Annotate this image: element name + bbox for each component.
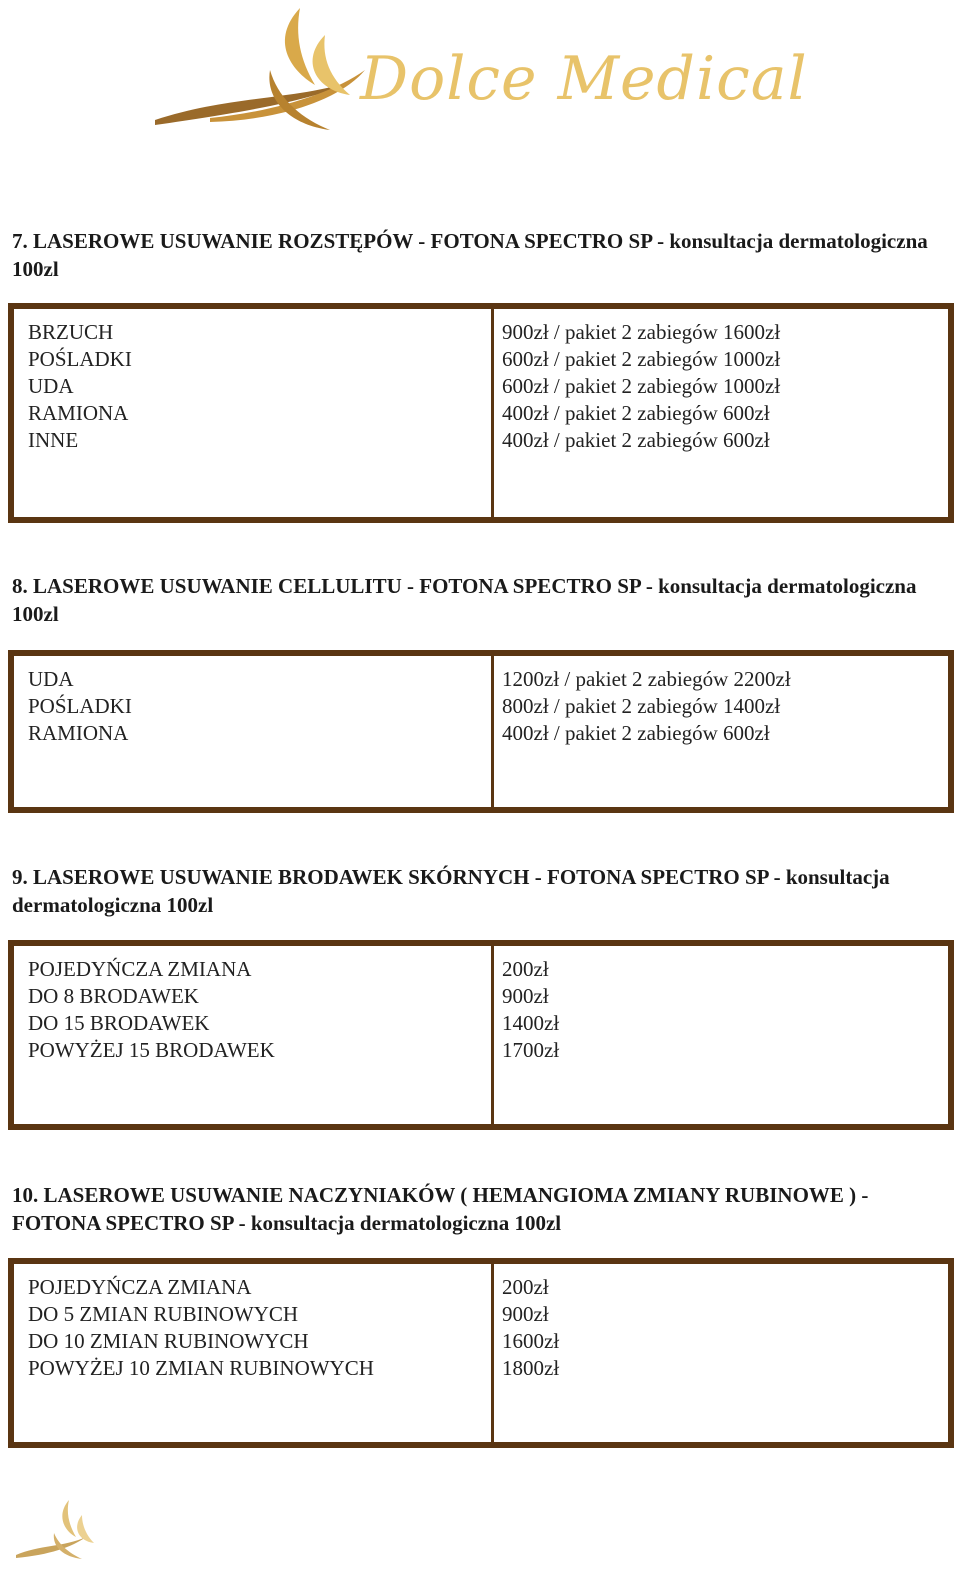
area-item: POWYŻEJ 10 ZMIAN RUBINOWYCH xyxy=(28,1356,374,1380)
section-title: 9. LASEROWE USUWANIE BRODAWEK SKÓRNYCH - FOTONA SPECTRO SP - konsultacja dermatologiczna 100zl xyxy=(12,865,890,917)
price-item: 1200zł / pakiet 2 zabiegów 2200zł xyxy=(502,667,791,691)
area-item: INNE xyxy=(28,428,79,452)
price-column xyxy=(494,946,948,1124)
price-item: 200zł xyxy=(502,957,549,981)
price-table xyxy=(8,940,954,1130)
section-title: 10. LASEROWE USUWANIE NACZYNIAKÓW ( HEMANGIOMA ZMIANY RUBINOWE ) - FOTONA SPECTRO SP - konsultacja dermatologiczna 100zl xyxy=(12,1183,869,1235)
area-item: POWYŻEJ 15 BRODAWEK xyxy=(28,1038,275,1062)
footer-logo xyxy=(14,1495,114,1565)
price-item: 400zł / pakiet 2 zabiegów 600zł xyxy=(502,721,770,745)
area-column xyxy=(14,1264,494,1442)
area-column xyxy=(14,946,494,1124)
price-item: 1700zł xyxy=(502,1038,560,1062)
price-item: 900zł xyxy=(502,1302,549,1326)
area-item: RAMIONA xyxy=(28,401,129,425)
brand-logo xyxy=(150,0,808,150)
price-item: 600zł / pakiet 2 zabiegów 1000zł xyxy=(502,347,781,371)
area-item: DO 15 BRODAWEK xyxy=(28,1011,210,1035)
area-item: DO 5 ZMIAN RUBINOWYCH xyxy=(28,1302,299,1326)
area-item: UDA xyxy=(28,667,74,691)
area-item: POŚLADKI xyxy=(28,347,132,371)
price-table xyxy=(8,650,954,813)
price-item: 800zł / pakiet 2 zabiegów 1400zł xyxy=(502,694,781,718)
price-table xyxy=(8,1258,954,1448)
price-item: 400zł / pakiet 2 zabiegów 600zł xyxy=(502,401,770,425)
flame-swoosh-icon xyxy=(14,1495,114,1565)
area-column xyxy=(14,656,494,807)
area-item: DO 8 BRODAWEK xyxy=(28,984,199,1008)
brand-logo-text: Dolce Medical xyxy=(360,44,808,114)
price-column xyxy=(494,1264,948,1442)
price-item: 200zł xyxy=(502,1275,549,1299)
area-item: POJEDYŃCZA ZMIANA xyxy=(28,957,252,981)
area-item: RAMIONA xyxy=(28,721,129,745)
area-item: POŚLADKI xyxy=(28,694,132,718)
price-item: 400zł / pakiet 2 zabiegów 600zł xyxy=(502,428,770,452)
area-item: UDA xyxy=(28,374,74,398)
price-item: 1600zł xyxy=(502,1329,560,1353)
price-item: 1800zł xyxy=(502,1356,560,1380)
price-item: 600zł / pakiet 2 zabiegów 1000zł xyxy=(502,374,781,398)
price-column xyxy=(494,656,948,807)
price-table xyxy=(8,303,954,523)
price-item: 900zł / pakiet 2 zabiegów 1600zł xyxy=(502,320,781,344)
section-title: 7. LASEROWE USUWANIE ROZSTĘPÓW - FOTONA SPECTRO SP - konsultacja dermatologiczna 100zl xyxy=(12,229,928,281)
section-title: 8. LASEROWE USUWANIE CELLULITU - FOTONA SPECTRO SP - konsultacja dermatologiczna 100zl xyxy=(12,574,917,626)
price-column xyxy=(494,309,948,517)
area-item: POJEDYŃCZA ZMIANA xyxy=(28,1275,252,1299)
area-column xyxy=(14,309,494,517)
price-item: 900zł xyxy=(502,984,549,1008)
area-item: DO 10 ZMIAN RUBINOWYCH xyxy=(28,1329,309,1353)
price-item: 1400zł xyxy=(502,1011,560,1035)
area-item: BRZUCH xyxy=(28,320,114,344)
